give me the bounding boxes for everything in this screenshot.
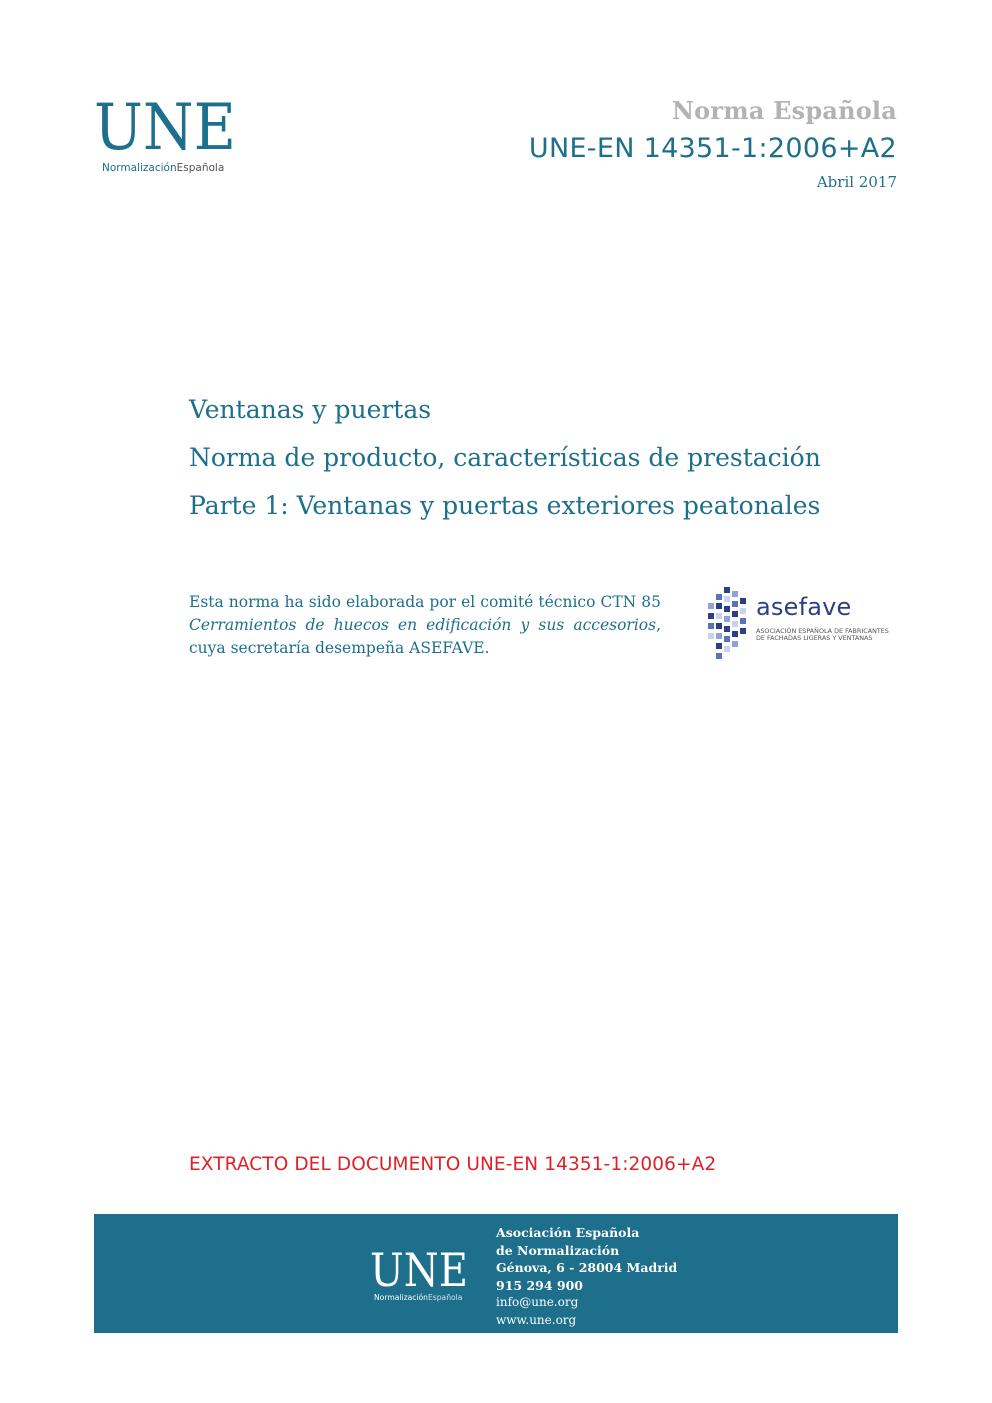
document-titles (189, 386, 821, 530)
footer-email-link[interactable]: info@une.org (496, 1295, 579, 1309)
footer-contact-info (496, 1224, 677, 1329)
footer-une-logo (370, 1244, 470, 1310)
footer-logo-tagline-a: Normalización (374, 1293, 428, 1302)
une-logo-letters: UNE (94, 92, 236, 165)
asefave-mark-icon (704, 585, 750, 661)
footer-band (94, 1214, 898, 1333)
title-line-2: Norma de producto, características de prestación (189, 443, 821, 472)
committee-text-italic: Cerramientos de huecos en edificación y sus accesorios (189, 616, 657, 634)
footer-org-line-1: Asociación Española (496, 1225, 640, 1240)
committee-text-b: , cuya secretaría desempeña ASEFAVE. (189, 616, 661, 657)
une-logo (94, 92, 244, 177)
footer-org-line-2: de Normalización (496, 1242, 620, 1258)
asefave-sub-line-1: ASOCIACIÓN ESPAÑOLA DE FABRICANTES (756, 627, 889, 635)
title-line-3: Parte 1: Ventanas y puertas exteriores peatonales (189, 491, 821, 520)
footer-logo-tagline-b: Española (427, 1293, 463, 1302)
svg-text:NormalizaciónEspañola (102, 162, 224, 174)
asefave-sub-line-2: DE FACHADAS LIGERAS Y VENTANAS (756, 634, 873, 642)
svg-text:NormalizaciónEspañola (374, 1293, 462, 1302)
footer-phone: 915 294 900 (496, 1277, 583, 1293)
committee-paragraph (189, 591, 661, 660)
footer-web-link[interactable]: www.une.org (496, 1312, 577, 1327)
extract-heading: EXTRACTO DEL DOCUMENTO UNE-EN 14351-1:2006+A2 (189, 1154, 717, 1175)
norma-date: Abril 2017 (816, 173, 897, 191)
une-logo-tagline-a: Normalización (102, 162, 177, 174)
norma-label: Norma Española (672, 96, 897, 125)
header-norma-block (529, 96, 897, 191)
asefave-logo (704, 585, 889, 661)
footer-logo-letters: UNE (370, 1244, 468, 1297)
asefave-subtitle (756, 628, 889, 642)
asefave-name: asefave (756, 593, 852, 621)
footer-address: Génova, 6 - 28004 Madrid (496, 1260, 678, 1275)
committee-text-a: Esta norma ha sido elaborada por el comité técnico CTN 85 (189, 593, 661, 611)
norma-code: UNE-EN 14351-1:2006+A2 (528, 133, 897, 164)
title-line-1: Ventanas y puertas (189, 395, 432, 424)
une-logo-tagline-b: Española (176, 162, 225, 174)
